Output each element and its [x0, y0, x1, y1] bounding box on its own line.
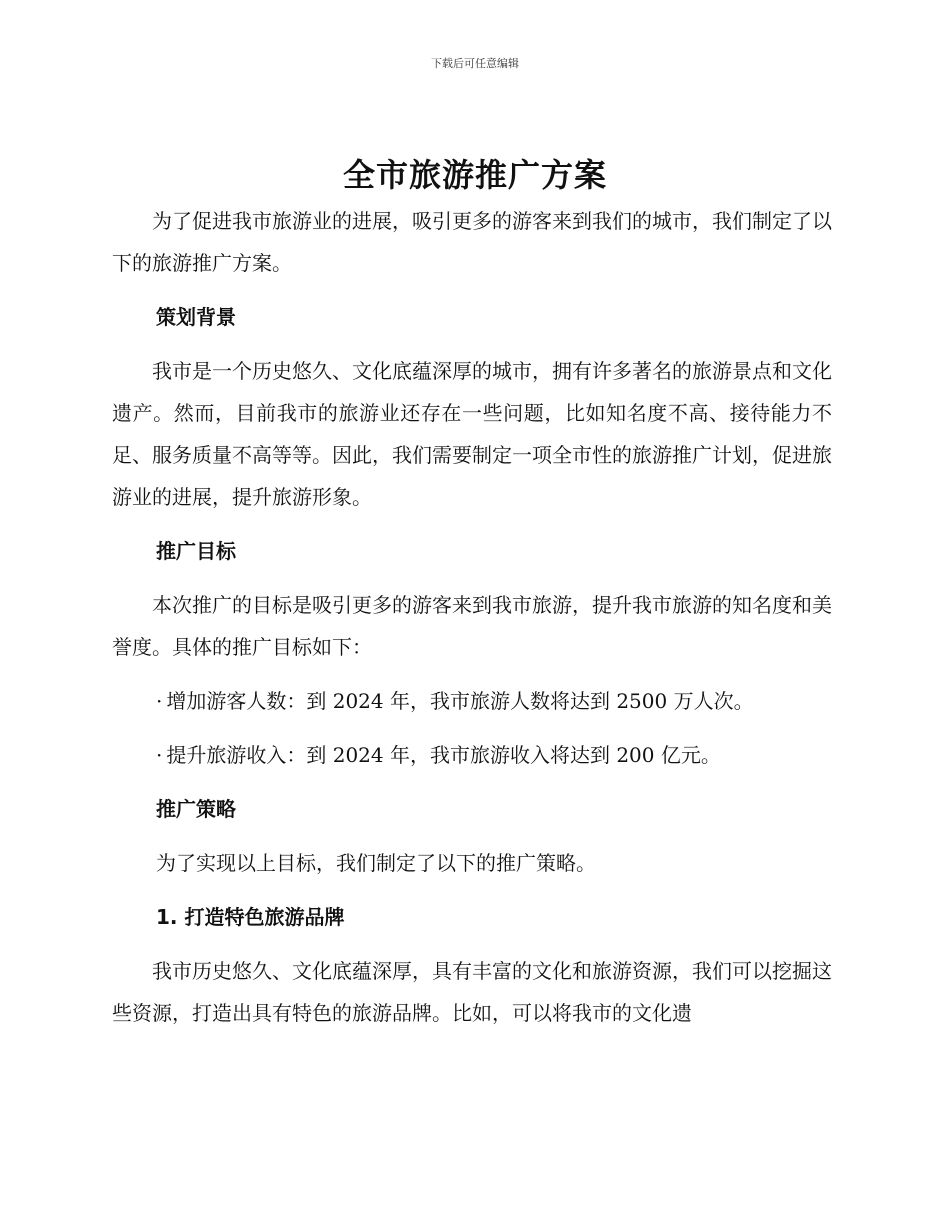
header-note: 下载后可任意编辑: [431, 57, 519, 70]
section-heading-strategy: 推广策略: [156, 797, 236, 821]
strategy-paragraph: 为了实现以上目标，我们制定了以下的推广策略。: [156, 851, 596, 875]
brand-paragraph: 我市历史悠久、文化底蕴深厚，具有丰富的文化和旅游资源，我们可以挖掘这些资源，打造出具有特色的旅游品牌。比如，可以将我市的文化遗: [112, 959, 832, 1025]
bullet-dot-icon: ·: [156, 743, 163, 767]
goals-paragraph: 本次推广的目标是吸引更多的游客来到我市旅游，提升我市旅游的知名度和美誉度。具体的推广目标如下：: [112, 593, 832, 659]
goal-bullet-2: [112, 734, 832, 776]
bullet-dot-icon: ·: [156, 689, 163, 713]
subsection-heading-brand: 1. 打造特色旅游品牌: [156, 905, 345, 929]
goal-bullet-1-text: 增加游客人数：到 2024 年，我市旅游人数将达到 2500 万人次。: [166, 689, 754, 713]
background-paragraph: 我市是一个历史悠久、文化底蕴深厚的城市，拥有许多著名的旅游景点和文化遗产。然而，目前我市的旅游业还存在一些问题，比如知名度不高、接待能力不足、服务质量不高等等。因此，我们需要制定一项全市性的旅游推广计划，促进旅游业的进展，提升旅游形象。: [112, 359, 832, 509]
document-title: 全市旅游推广方案: [342, 156, 607, 194]
section-heading-background: 策划背景: [156, 305, 236, 329]
intro-paragraph: 为了促进我市旅游业的进展，吸引更多的游客来到我们的城市，我们制定了以下的旅游推广方案。: [112, 209, 832, 275]
section-heading-goals: 推广目标: [156, 539, 236, 563]
goal-bullet-1: [112, 680, 832, 722]
document-body: [112, 200, 832, 1046]
goal-bullet-2-text: 提升旅游收入：到 2024 年，我市旅游收入将达到 200 亿元。: [166, 743, 721, 767]
